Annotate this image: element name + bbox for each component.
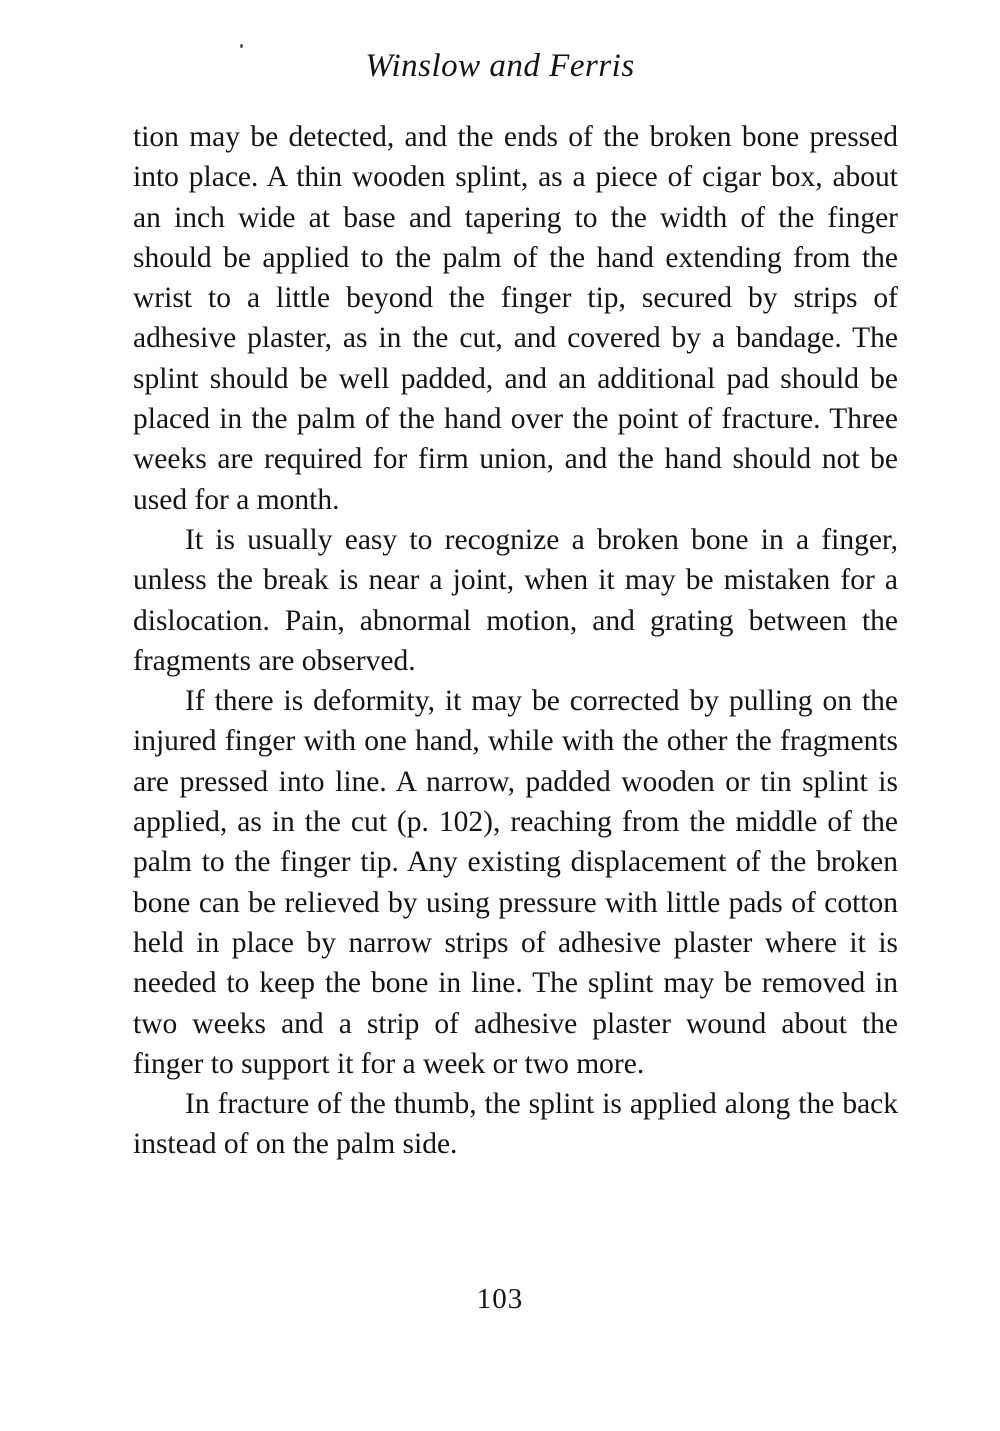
page-number: 103 xyxy=(476,1283,524,1315)
body-text xyxy=(133,117,898,1165)
paragraph-correcting-deformity: If there is deformity, it may be corrected by pulling on the injured finger with one hand, while with the other the fragments are pressed into line. A narrow, padded wooden or tin splint is applied, as in the cut (p. 102), reaching from the middle of the palm to the finger tip. Any existing displacement of the broken bone can be relieved by using pressure with little pads of cotton held in place by narrow strips of adhesive plaster where it is needed to keep the bone in line. The splint may be removed in two weeks and a strip of adhesive plaster wound about the finger to support it for a week or two more. xyxy=(133,685,898,1080)
paragraph-continuation: tion may be detected, and the ends of the broken bone pressed into place. A thin wooden splint, as a piece of cigar box, about an inch wide at base and tapering to the width of the finger should be applied to the palm of the hand extending from the wrist to a little beyond the finger tip, secured by strips of adhesive plaster, as in the cut, and covered by a bandage. The splint should be well padded, and an additional pad should be placed in the palm of the hand over the point of fracture. Three weeks are required for firm union, and the hand should not be used for a month. xyxy=(133,121,898,516)
running-head: Winslow and Ferris xyxy=(365,48,635,84)
paragraph-thumb-fracture: In fracture of the thumb, the splint is applied along the back instead of on the palm side. xyxy=(133,1088,898,1161)
paragraph-recognizing-finger-fracture: It is usually easy to recognize a broken bone in a finger, unless the break is near a joint, when it may be mistaken for a dislocation. Pain, abnormal motion, and grating between the fragments are observed. xyxy=(133,523,898,677)
